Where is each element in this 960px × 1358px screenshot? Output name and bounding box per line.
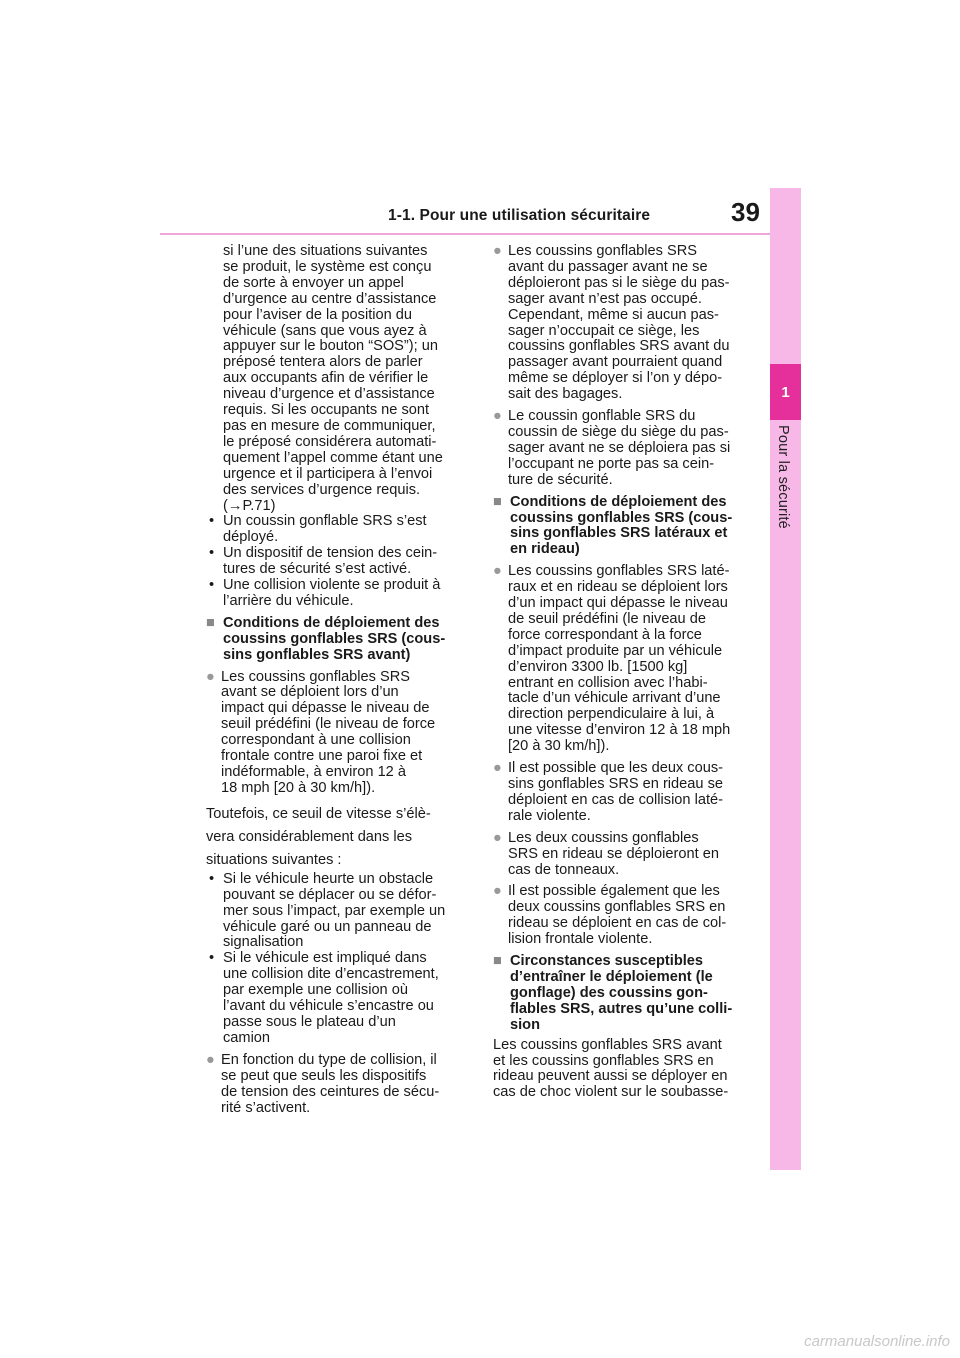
text-line: • Si le véhicule est impliqué dans	[223, 950, 427, 967]
heading-line: sins gonflables SRS latéraux et	[510, 525, 728, 542]
heading-line: coussins gonflables SRS (cous-	[223, 630, 446, 647]
text-line: une collision dite d’encastrement,	[223, 966, 439, 983]
text-line: d’impact produite par un véhicule	[508, 642, 723, 659]
body-paragraph	[206, 803, 468, 872]
dot-bullet-item	[206, 872, 468, 952]
circle-bullet-item	[206, 1053, 468, 1117]
text-line: entrant en collision avec l’habi-	[508, 674, 708, 691]
text-line: sait des bagages.	[508, 386, 623, 403]
text-line: force correspondant à la force	[508, 626, 702, 643]
text-line: camion	[223, 1029, 271, 1046]
text-line: pouvant se déplacer ou se défor-	[223, 886, 437, 903]
text-line: d’urgence au centre d’assistance	[223, 290, 437, 307]
header-rule	[160, 233, 770, 235]
circle-bullet-item	[493, 761, 755, 825]
text-line: • Un dispositif de tension des cein-	[223, 545, 438, 562]
text-line: l’arrière du véhicule.	[223, 592, 354, 609]
text-line: avant se déploient lors d’un	[221, 684, 399, 701]
dot-bullet-item	[206, 578, 468, 610]
text-line: d’environ 3300 lb. [1500 kg]	[508, 658, 688, 675]
text-line: coussins gonflables SRS avant du	[508, 338, 730, 355]
circle-bullet-icon: ●	[493, 243, 502, 259]
text-line: Les coussins gonflables SRS	[508, 243, 698, 259]
circle-bullet-icon: ●	[493, 408, 502, 425]
text-line: SRS en rideau se déploieront en	[508, 845, 719, 862]
text-line: sins gonflables SRS en rideau se	[508, 776, 723, 792]
text-line: pour l’aviser de la position du	[223, 306, 413, 323]
text-line: Les deux coussins gonflables	[508, 829, 699, 846]
text-line: En fonction du type de collision, il	[221, 1051, 437, 1068]
text-line: situations suivantes :	[206, 851, 342, 868]
section-heading	[206, 616, 468, 664]
right-column	[493, 244, 755, 1101]
circle-bullet-item	[493, 409, 755, 489]
text-line: une vitesse d’environ 12 à 18 mph	[508, 722, 731, 739]
text-line: Les coussins gonflables SRS	[221, 668, 411, 685]
text-line: cas de tonneaux.	[508, 861, 620, 878]
section-heading	[493, 954, 755, 1034]
text-line: sager n’occupait ce siège, les	[508, 322, 700, 339]
square-bullet-icon: ■	[493, 493, 502, 510]
text-line: aux occupants afin de vérifier le	[223, 370, 429, 387]
circle-bullet-icon: ●	[493, 829, 502, 846]
text-line: direction perpendiculaire à lui, à	[508, 706, 715, 723]
page-number: 39	[731, 197, 760, 227]
text-line: se produit, le système est conçu	[223, 258, 432, 275]
text-line: niveau d’urgence et d’assistance	[223, 386, 435, 403]
square-bullet-icon: ■	[493, 953, 502, 970]
heading-line: coussins gonflables SRS (cous-	[510, 509, 733, 526]
circle-bullet-icon: ●	[206, 668, 215, 685]
text-line: lision frontale violente.	[508, 931, 653, 948]
text-line: passe sous le plateau d’un	[223, 1013, 396, 1030]
text-line: Les coussins gonflables SRS avant	[493, 1036, 722, 1053]
text-line: mer sous l’impact, par exemple un	[223, 902, 446, 919]
text-line: • Une collision violente se produit à	[223, 577, 441, 594]
dot-bullet-item	[206, 546, 468, 578]
continued-paragraph	[206, 244, 468, 514]
text-line: impact qui dépasse le niveau de	[221, 700, 430, 717]
left-column	[206, 244, 468, 1116]
circle-bullet-item	[206, 670, 468, 797]
text-line: déploient en cas de collision laté-	[508, 791, 723, 808]
text-line: quement l’appel comme étant une	[223, 449, 443, 466]
text-line: appuyer sur le bouton “SOS”); un	[223, 338, 438, 355]
text-line: rideau peuvent aussi se déployer en	[493, 1068, 728, 1085]
text-line: des services d’urgence requis.	[223, 481, 421, 498]
text-line: déployé.	[223, 529, 279, 546]
text-line: [20 à 30 km/h]).	[508, 738, 610, 755]
heading-line: flables SRS, autres qu’une colli-	[510, 1000, 733, 1017]
text-line: par exemple une collision où	[223, 982, 408, 999]
text-line: véhicule garé ou un panneau de	[223, 918, 432, 935]
text-line: cas de choc violent sur le soubasse-	[493, 1084, 729, 1101]
text-line: rale violente.	[508, 807, 591, 824]
text-line: Toutefois, ce seuil de vitesse s’élè-	[206, 805, 431, 822]
text-line: signalisation	[223, 934, 304, 951]
circle-bullet-item	[493, 564, 755, 755]
text-line: déploieront pas si le siège du pas-	[508, 274, 730, 291]
section-heading	[493, 495, 755, 559]
watermark: carmanualsonline.info	[804, 1333, 950, 1350]
text-line: l’occupant ne porte pas sa cein-	[508, 455, 715, 472]
text-line: véhicule (sans que vous ayez à	[223, 322, 427, 339]
text-line: sager avant n’est pas occupé.	[508, 290, 702, 307]
dot-bullet-item	[206, 514, 468, 546]
heading-line: Conditions de déploiement des	[223, 614, 440, 631]
text-line: de seuil prédéfini (le niveau de	[508, 610, 706, 627]
text-line: si l’une des situations suivantes	[223, 243, 428, 259]
text-line: requis. Si les occupants ne sont	[223, 402, 430, 419]
heading-line: sion	[510, 1016, 540, 1033]
circle-bullet-icon: ●	[493, 883, 502, 900]
text-line: de tension des ceintures de sécu-	[221, 1083, 440, 1100]
text-line: même se déployer si l’on y dépo-	[508, 370, 723, 387]
text-line: • Si le véhicule heurte un obstacle	[223, 870, 434, 887]
text-line: pas en mesure de communiquer,	[223, 417, 436, 434]
text-line: Les coussins gonflables SRS laté-	[508, 563, 730, 580]
circle-bullet-item	[493, 884, 755, 948]
text-line: urgence et il participera à l’envoi	[223, 465, 433, 482]
text-line: préposé tentera alors de parler	[223, 354, 423, 371]
header-title: 1-1. Pour une utilisation sécuritaire	[388, 207, 651, 224]
text-line: se peut que seuls les dispositifs	[221, 1067, 427, 1084]
text-line: Il est possible également que les	[508, 883, 720, 900]
text-line: l’avant du véhicule s’encastre ou	[223, 998, 434, 1015]
text-line: sager avant ne se déploiera pas si	[508, 439, 731, 456]
heading-line: sins gonflables SRS avant)	[223, 646, 411, 663]
circle-bullet-item	[493, 831, 755, 879]
heading-line: Circonstances susceptibles	[510, 953, 704, 970]
text-line: tures de sécurité s’est activé.	[223, 561, 412, 578]
text-line: Le coussin gonflable SRS du	[508, 408, 696, 425]
text-line: d’un impact qui dépasse le niveau	[508, 595, 728, 612]
text-line: correspondant à une collision	[221, 732, 411, 749]
square-bullet-icon: ■	[206, 614, 215, 631]
text-line: raux et en rideau se déploient lors	[508, 579, 728, 596]
heading-line: gonflage) des coussins gon-	[510, 984, 708, 1001]
dot-bullet-item	[206, 951, 468, 1046]
text-line: 18 mph [20 à 30 km/h]).	[221, 779, 376, 796]
circle-bullet-icon: ●	[493, 563, 502, 580]
text-line: passager avant pourraient quand	[508, 354, 723, 371]
text-line: rité s’activent.	[221, 1099, 311, 1116]
side-tab	[770, 188, 801, 1170]
circle-bullet-icon: ●	[493, 760, 502, 777]
body-paragraph	[493, 1038, 755, 1102]
text-line: ture de sécurité.	[508, 471, 613, 488]
chapter-number-box: 1	[770, 364, 801, 420]
text-line: rideau se déploient en cas de col-	[508, 915, 727, 932]
text-line: • Un coussin gonflable SRS s’est	[223, 513, 427, 530]
text-line: Cependant, même si aucun pas-	[508, 306, 719, 323]
circle-bullet-icon: ●	[206, 1051, 215, 1068]
text-line: le préposé considérera automati-	[223, 433, 437, 450]
heading-line: Conditions de déploiement des	[510, 493, 727, 510]
chapter-label: Pour la sécurité	[775, 425, 791, 529]
text-line: de sorte à envoyer un appel	[223, 274, 404, 291]
text-line: indéformable, à environ 12 à	[221, 764, 406, 780]
heading-line: d’entraîner le déploiement (le	[510, 968, 713, 985]
circle-bullet-item	[493, 244, 755, 403]
text-line: frontale contre une paroi fixe et	[221, 748, 423, 765]
text-line: (→P.71)	[223, 497, 276, 514]
text-line: deux coussins gonflables SRS en	[508, 899, 726, 916]
text-line: tacle d’un véhicule arrivant d’une	[508, 690, 721, 707]
text-line: Il est possible que les deux cous-	[508, 760, 723, 777]
heading-line: en rideau)	[510, 541, 580, 558]
text-line: seuil prédéfini (le niveau de force	[221, 716, 436, 733]
text-line: vera considérablement dans les	[206, 828, 413, 845]
text-line: coussin de siège du siège du pas-	[508, 423, 729, 440]
text-line: avant du passager avant ne se	[508, 258, 708, 275]
text-line: et les coussins gonflables SRS en	[493, 1052, 714, 1069]
